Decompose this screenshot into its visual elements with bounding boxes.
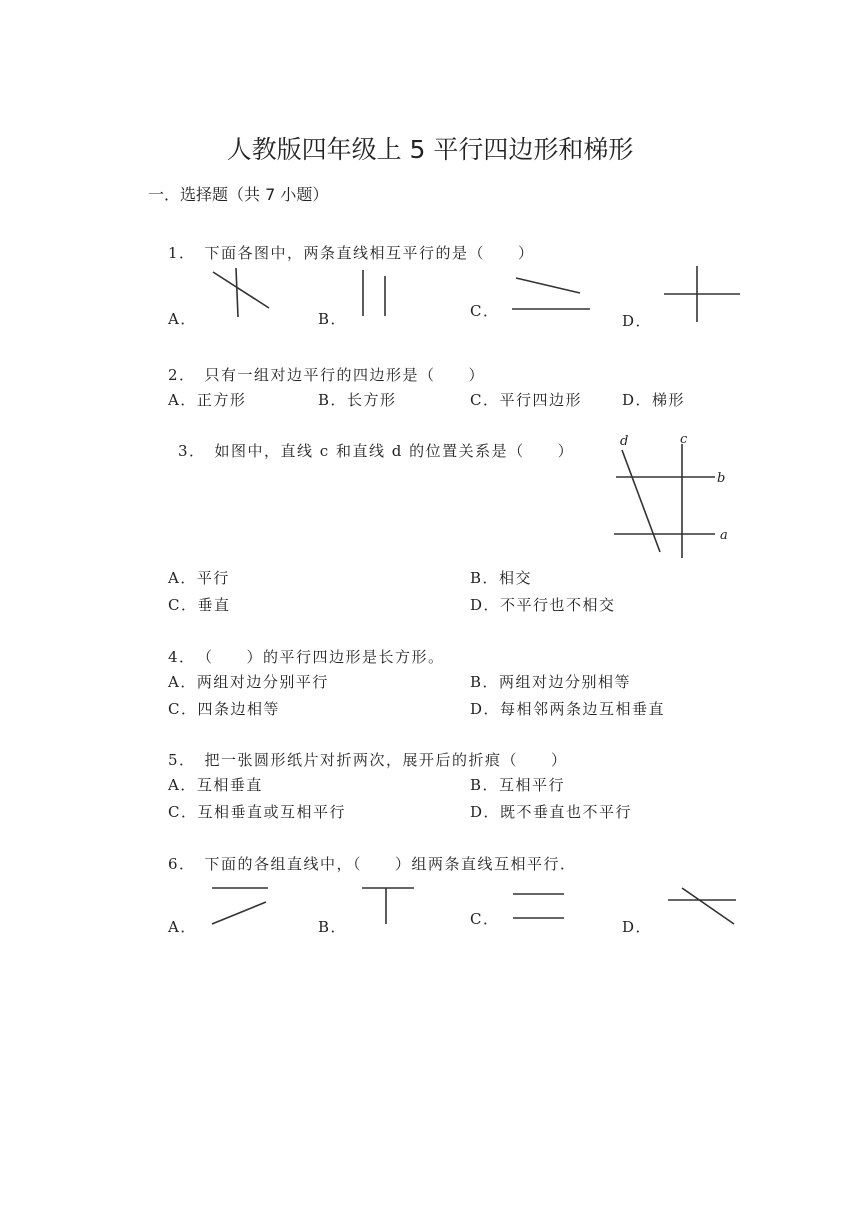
question-4-option-b[interactable]: B．两组对边分别相等 [470, 673, 632, 691]
question-1-option-a[interactable]: A． [168, 310, 197, 328]
question-3-option-c[interactable]: C．垂直 [168, 596, 231, 614]
question-4-option-c[interactable]: C．四条边相等 [168, 700, 280, 718]
question-5-option-d[interactable]: D．既不垂直也不平行 [470, 803, 633, 821]
figure-line [236, 268, 238, 317]
question-5-stem: 5． 把一张圆形纸片对折两次，展开后的折痕（ ） [168, 751, 568, 769]
question-1-figure-b [355, 268, 395, 320]
figure-line [682, 888, 734, 924]
question-3-option-d[interactable]: D．不平行也不相交 [470, 596, 616, 614]
figure-line [213, 272, 269, 308]
question-1-stem: 1． 下面各图中，两条直线相互平行的是（ ） [168, 244, 535, 262]
question-6-option-a[interactable]: A． [168, 918, 197, 936]
label-b: b [717, 471, 726, 486]
label-d: d [620, 434, 629, 449]
question-1-option-b[interactable]: B． [318, 310, 348, 328]
question-1-option-d[interactable]: D． [622, 312, 653, 330]
question-2-option-d[interactable]: D．梯形 [622, 391, 686, 409]
question-2-option-a[interactable]: A．正方形 [168, 391, 247, 409]
question-4-option-a[interactable]: A．两组对边分别平行 [168, 673, 329, 691]
question-2-stem: 2． 只有一组对边平行的四边形是（ ） [168, 366, 486, 384]
question-6-option-d[interactable]: D． [622, 918, 653, 936]
section-heading: 一．选择题（共 7 小题） [148, 185, 329, 204]
question-1-figure-d [662, 264, 744, 324]
question-4-option-d[interactable]: D．每相邻两条边互相垂直 [470, 700, 666, 718]
figure-line [516, 278, 580, 293]
question-5-option-c[interactable]: C．互相垂直或互相平行 [168, 803, 346, 821]
question-3-option-a[interactable]: A．平行 [168, 569, 230, 587]
question-2-option-c[interactable]: C．平行四边形 [470, 391, 582, 409]
question-6-option-c[interactable]: C． [470, 910, 500, 928]
question-6-figure-b [360, 882, 420, 928]
question-4-stem: 4． （ ）的平行四边形是长方形。 [168, 648, 445, 666]
question-3-stem: 3． 如图中，直线 c 和直线 d 的位置关系是（ ） [178, 442, 575, 460]
question-3-figure [610, 432, 740, 560]
label-c: c [680, 432, 688, 447]
question-6-option-b[interactable]: B． [318, 918, 348, 936]
question-6-stem: 6． 下面的各组直线中，（ ）组两条直线互相平行． [168, 855, 577, 873]
question-3-option-b[interactable]: B．相交 [470, 569, 533, 587]
page-title: 人教版四年级上 5 平行四边形和梯形 [226, 135, 634, 164]
question-5-option-a[interactable]: A．互相垂直 [168, 776, 263, 794]
label-a: a [720, 528, 728, 543]
question-1-option-c[interactable]: C． [470, 302, 500, 320]
question-6-figure-c [508, 886, 572, 926]
line-d [622, 450, 660, 552]
question-6-figure-a [208, 882, 274, 930]
question-2-option-b[interactable]: B．长方形 [318, 391, 397, 409]
question-6-figure-d [664, 882, 744, 930]
question-1-figure-c [508, 272, 598, 317]
figure-line [212, 902, 266, 924]
question-1-figure-a [205, 268, 275, 320]
question-5-option-b[interactable]: B．互相平行 [470, 776, 566, 794]
